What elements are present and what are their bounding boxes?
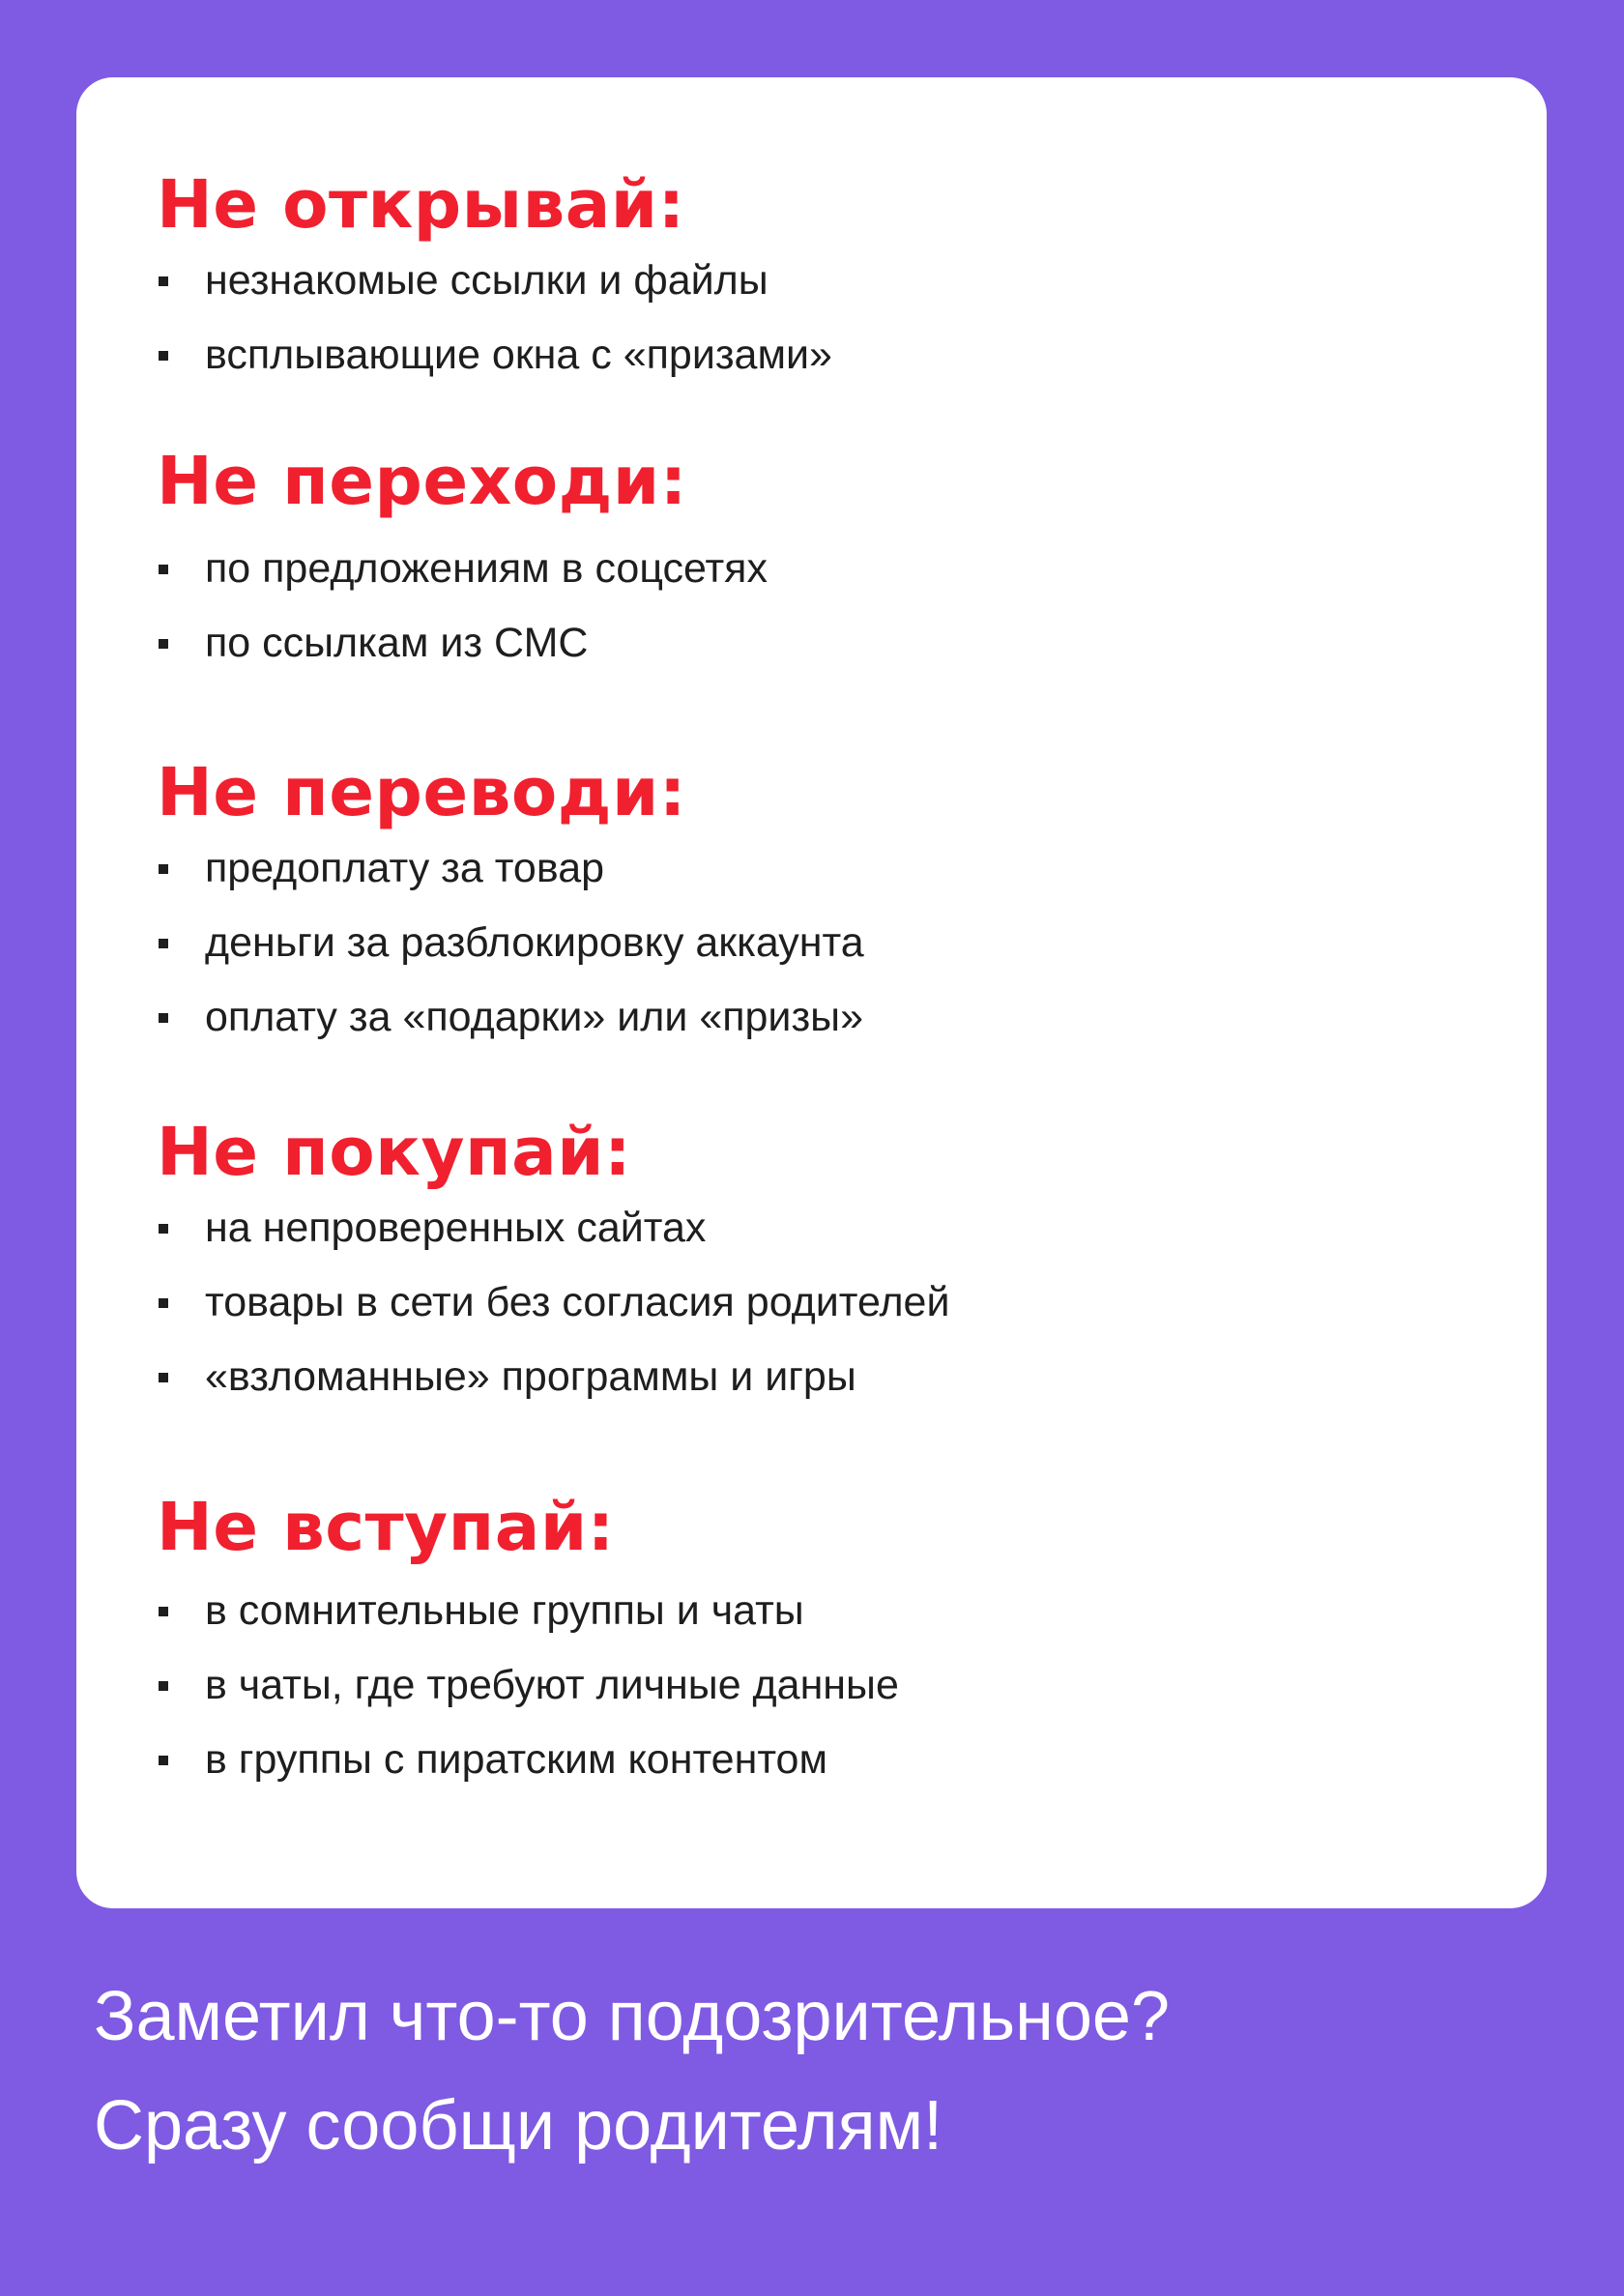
list-item bbox=[157, 1340, 1510, 1414]
list-item bbox=[157, 1191, 1510, 1265]
bullet-square-icon bbox=[159, 864, 168, 874]
item-text: в группы с пиратским контентом bbox=[205, 1736, 828, 1783]
section-heading: Не покупай: bbox=[157, 1114, 632, 1191]
section-heading: Не открывай: bbox=[157, 166, 685, 244]
footer-call-to-action bbox=[94, 1962, 1544, 2181]
bullet-square-icon bbox=[159, 639, 168, 649]
item-text: по ссылкам из СМС bbox=[205, 620, 589, 666]
bullet-square-icon bbox=[159, 1298, 168, 1308]
list-item bbox=[157, 244, 1510, 318]
item-list bbox=[157, 1574, 1510, 1797]
item-text: в сомнительные группы и чаты bbox=[205, 1587, 804, 1634]
bullet-square-icon bbox=[159, 351, 168, 361]
footer-question: Заметил что-то подозрительное? bbox=[94, 1978, 1171, 2055]
item-list bbox=[157, 1191, 1510, 1414]
list-item bbox=[157, 1723, 1510, 1797]
bullet-square-icon bbox=[159, 939, 168, 948]
bullet-square-icon bbox=[159, 1681, 168, 1691]
list-item bbox=[157, 831, 1510, 906]
section-heading: Не вступай: bbox=[157, 1489, 615, 1566]
item-text: незнакомые ссылки и файлы bbox=[205, 257, 768, 304]
list-item bbox=[157, 1574, 1510, 1648]
item-list bbox=[157, 532, 1510, 681]
list-item bbox=[157, 606, 1510, 681]
bullet-square-icon bbox=[159, 1373, 168, 1382]
section-dont-transfer bbox=[157, 754, 1510, 1055]
item-list bbox=[157, 831, 1510, 1055]
item-list bbox=[157, 244, 1510, 392]
section-dont-buy bbox=[157, 1114, 1510, 1414]
item-text: по предложениям в соцсетях bbox=[205, 545, 768, 592]
bullet-square-icon bbox=[159, 1224, 168, 1234]
section-heading: Не переходи: bbox=[157, 443, 687, 520]
item-text: оплату за «подарки» или «призы» bbox=[205, 994, 863, 1040]
list-item bbox=[157, 532, 1510, 606]
item-text: на непроверенных сайтах bbox=[205, 1205, 707, 1251]
bullet-square-icon bbox=[159, 565, 168, 574]
item-text: деньги за разблокировку аккаунта bbox=[205, 919, 864, 966]
bullet-square-icon bbox=[159, 1013, 168, 1023]
item-text: товары в сети без согласия родителей bbox=[205, 1279, 950, 1325]
list-item bbox=[157, 1265, 1510, 1340]
rules-card bbox=[76, 77, 1547, 1908]
item-text: в чаты, где требуют личные данные bbox=[205, 1662, 899, 1708]
item-text: «взломанные» программы и игры bbox=[205, 1353, 856, 1400]
section-dont-open bbox=[157, 166, 1510, 392]
section-dont-follow bbox=[157, 443, 1510, 681]
item-text: всплывающие окна с «призами» bbox=[205, 332, 832, 378]
list-item bbox=[157, 1648, 1510, 1723]
bullet-square-icon bbox=[159, 1756, 168, 1765]
list-item bbox=[157, 318, 1510, 392]
list-item bbox=[157, 980, 1510, 1055]
bullet-square-icon bbox=[159, 1607, 168, 1616]
section-dont-join bbox=[157, 1489, 1510, 1797]
footer-advice: Сразу сообщи родителям! bbox=[94, 2087, 943, 2165]
list-item bbox=[157, 906, 1510, 980]
bullet-square-icon bbox=[159, 276, 168, 286]
section-heading: Не переводи: bbox=[157, 754, 686, 831]
item-text: предоплату за товар bbox=[205, 845, 605, 891]
